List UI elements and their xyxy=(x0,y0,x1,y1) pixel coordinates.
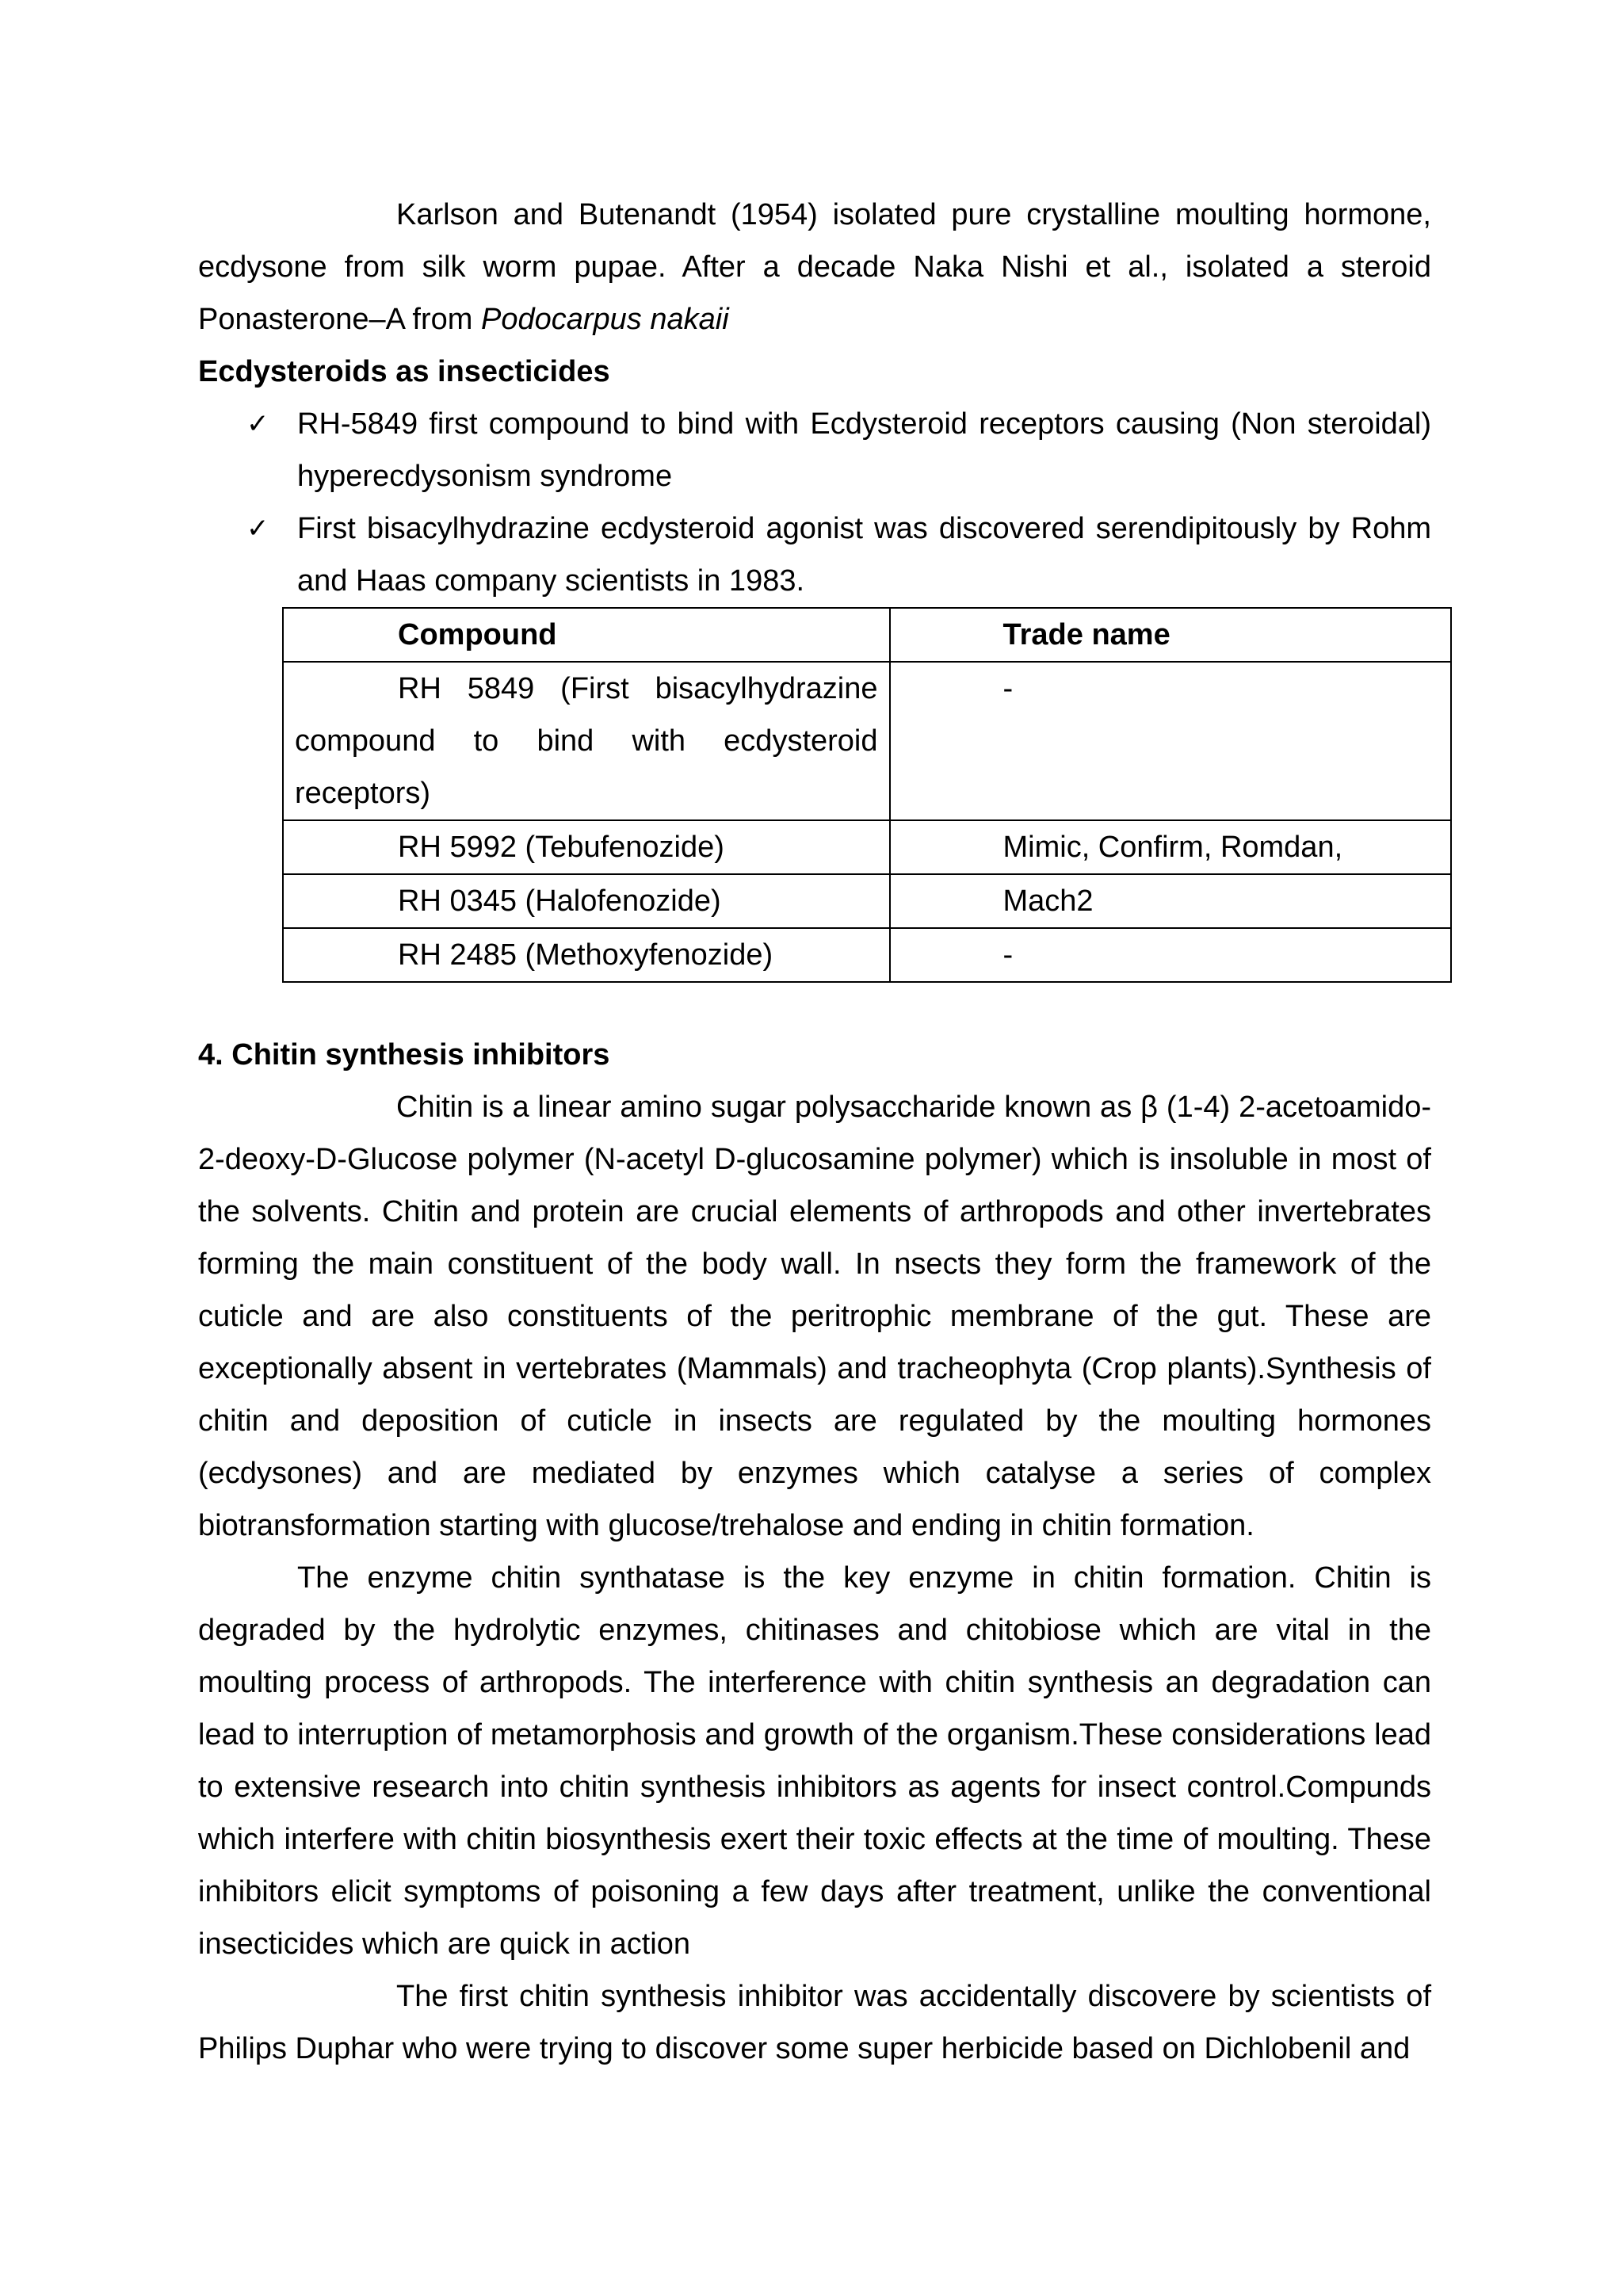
bullet-text: First bisacylhydrazine ecdysteroid agonist was discovered serendipitously by Rohm and Haas company scientists in 1983. xyxy=(297,512,1431,598)
compound-cell: RH 0345 (Halofenozide) xyxy=(283,874,890,928)
bullet-text: RH-5849 first compound to bind with Ecdysteroid receptors causing (Non steroidal) hyperecdysonism syndrome xyxy=(297,407,1431,493)
trade-name-cell: - xyxy=(890,662,1452,820)
chitin-paragraph-1: Chitin is a linear amino sugar polysaccharide known as β (1-4) 2-acetoamido-2-deoxy-D-Glucose polymer (N-acetyl D-glucosamine polymer) which is insoluble in most of the solvents. Chitin and protein are crucial elements of arthropods and other invertebrates forming the main constituent of the body wall. In nsects they form the framework of the cuticle and are also constituents of the peritrophic membrane of the gut. These are exceptionally absent in vertebrates (Mammals) and tracheophyta (Crop plants).Synthesis of chitin and deposition of cuticle in insects are regulated by the moulting hormones (ecdysones) and are mediated by enzymes which catalyse a series of complex biotransformation starting with glucose/trehalose and ending in chitin formation. xyxy=(198,1091,1431,1542)
table-row xyxy=(283,928,1451,982)
check-mark-icon: ✓ xyxy=(246,513,269,544)
species-name: Podocarpus nakaii xyxy=(481,303,729,336)
trade-name-column-header: Trade name xyxy=(890,608,1452,662)
chitin-heading: 4. Chitin synthesis inhibitors xyxy=(198,1038,610,1072)
table-row xyxy=(283,874,1451,928)
chitin-paragraph-2: The enzyme chitin synthatase is the key enzyme in chitin formation. Chitin is degraded by the hydrolytic enzymes, chitinases and chitobiose which are vital in the moulting process of arthropods. The interference with chitin synthesis an degradation can lead to interruption of metamorphosis and growth of the organism.These considerations lead to extensive research into chitin synthesis inhibitors as agents for insect control.Compunds which interfere with chitin biosynthesis exert their toxic effects at the time of moulting. These inhibitors elicit symptoms of poisoning a few days after treatment, unlike the conventional insecticides which are quick in action xyxy=(198,1561,1431,1961)
trade-name-cell: Mach2 xyxy=(890,874,1452,928)
compound-table xyxy=(282,607,1452,983)
section-spacer xyxy=(198,983,1431,1029)
compound-cell: RH 5992 (Tebufenozide) xyxy=(283,820,890,874)
table-row xyxy=(283,662,1451,820)
intro-paragraph xyxy=(198,189,1431,346)
trade-name-cell: - xyxy=(890,928,1452,982)
trade-name-cell: Mimic, Confirm, Romdan, xyxy=(890,820,1452,874)
ecdysteroids-heading: Ecdysteroids as insecticides xyxy=(198,355,610,388)
document-page xyxy=(198,189,1431,2075)
table-row xyxy=(283,820,1451,874)
list-item xyxy=(198,398,1431,502)
compound-cell: RH 2485 (Methoxyfenozide) xyxy=(283,928,890,982)
compound-column-header: Compound xyxy=(283,608,890,662)
compound-cell: RH 5849 (First bisacylhydrazine compound to bind with ecdysteroid receptors) xyxy=(283,662,890,820)
table-header-row xyxy=(283,608,1451,662)
ecdysteroids-bullet-list xyxy=(198,398,1431,607)
intro-text: Karlson and Butenandt (1954) isolated pure crystalline moulting hormone, ecdysone from silk worm pupae. After a decade Naka Nishi et al., isolated a steroid Ponasterone–A from xyxy=(198,198,1431,336)
check-mark-icon: ✓ xyxy=(246,408,269,440)
chitin-paragraph-3: The first chitin synthesis inhibitor was accidentally discovere by scientists of Philips Duphar who were trying to discover some super herbicide based on Dichlobenil and xyxy=(198,1980,1431,2065)
list-item xyxy=(198,502,1431,607)
